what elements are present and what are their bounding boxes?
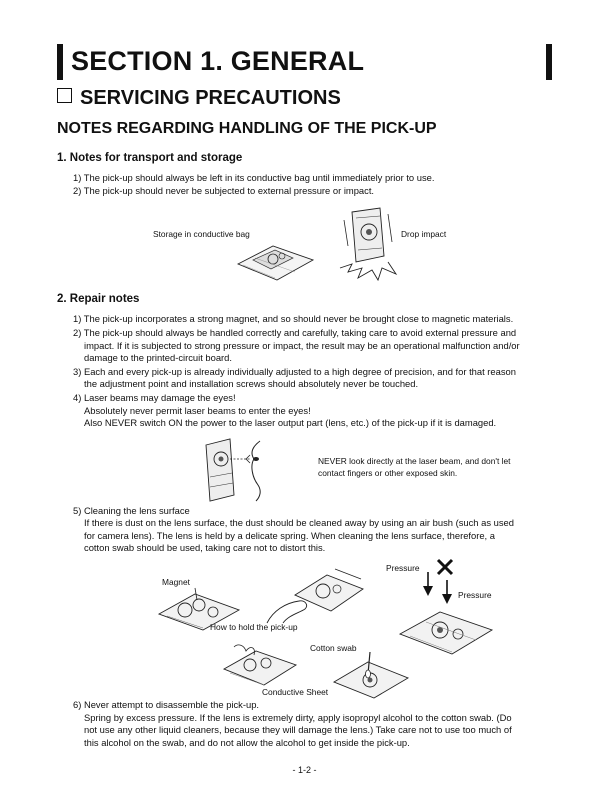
subsection-title: [57, 86, 341, 110]
pressure-pickup-illustration: [396, 604, 496, 659]
pressure-label-top: Pressure: [386, 563, 420, 573]
repair-item-6-line-2: Spring by excess pressure. If the lens is extremely dirty, apply isopropyl alcohol to the cotton swab. (Do: [84, 712, 512, 723]
repair-item-3-line-1: 3) Each and every pick-up is already individually adjusted to a high degree of precision, and for that reason: [73, 366, 516, 377]
conductive-sheet-illustration: [220, 643, 300, 691]
repair-item-5-line-3: for camera lens). The lens is held by a delicate spring. When cleaning the lens surface, therefore, a: [84, 530, 495, 541]
pressure-arrows: [420, 556, 460, 604]
storage-bag-illustration: [235, 238, 315, 283]
repair-item-2-line-2: impact. If it is subjected to strong pressure or impact, the result may be an operational malfunction and/or: [84, 340, 520, 351]
repair-item-4-line-1: 4) Laser beams may damage the eyes!: [73, 392, 236, 403]
repair-item-2-line-3: damage to the printed-circuit board.: [84, 352, 232, 363]
repair-item-5-line-1: 5) Cleaning the lens surface: [73, 505, 190, 516]
repair-item-5-line-4: cotton swab should be used, taking care not to distort this.: [84, 542, 326, 553]
pressure-label-right: Pressure: [458, 590, 492, 600]
repair-item-4-line-3: Also NEVER switch ON the power to the laser output part (lens, etc.) of the pick-up if it is damaged.: [84, 417, 497, 428]
subsection-title-text: SERVICING PRECAUTIONS: [80, 87, 341, 109]
storage-label: Storage in conductive bag: [153, 229, 250, 239]
repair-item-2-line-1: 2) The pick-up should always be handled correctly and carefully, taking care to avoid external pressure and: [73, 327, 517, 338]
page-heading: NOTES REGARDING HANDLING OF THE PICK-UP: [57, 120, 437, 137]
repair-item-3-line-2: the adjustment point and installation screws should absolutely never be touched.: [84, 378, 419, 389]
section-title: SECTION 1. GENERAL: [71, 46, 365, 76]
drop-impact-label: Drop impact: [401, 229, 447, 239]
repair-item-5-line-2: If there is dust on the lens surface, the dust should be cleaned away by using an air bush (such as used: [84, 517, 514, 528]
conductive-sheet-label: Conductive Sheet: [262, 687, 329, 697]
transport-heading: 1. Notes for transport and storage: [57, 152, 243, 164]
repair-item-6-line-4: this alcohol on the swab, and do not allow the alcohol to get inside the pick-up.: [84, 737, 410, 748]
cotton-swab-illustration: [330, 652, 410, 702]
laser-note-line-1: NEVER look directly at the laser beam, and don't let: [318, 456, 511, 466]
repair-item-1: 1) The pick-up incorporates a strong magnet, and so should never be brought close to magnetic materials.: [73, 313, 514, 324]
hold-pickup-illustration: [265, 567, 365, 625]
magnet-label: Magnet: [162, 577, 190, 587]
transport-item-1: 1) The pick-up should always be left in its conductive bag until immediately prior to use.: [73, 172, 435, 183]
laser-note-line-2: contact fingers or other exposed skin.: [318, 468, 458, 478]
repair-item-6-line-1: 6) Never attempt to disassemble the pick-up.: [73, 699, 260, 710]
page-number: - 1-2 -: [292, 765, 317, 775]
how-to-hold-label: How to hold the pick-up: [210, 622, 298, 632]
drop-impact-illustration: [338, 206, 400, 284]
laser-eye-illustration: [200, 437, 272, 503]
repair-heading: 2. Repair notes: [57, 293, 140, 305]
repair-item-4-line-2: Absolutely never permit laser beams to enter the eyes!: [84, 405, 311, 416]
repair-item-6-line-3: not use any other liquid cleaners, because they will damage the lens.) Take care not to use too much of: [84, 724, 512, 735]
cotton-swab-label: Cotton swab: [310, 643, 357, 653]
checkbox-square-icon: [57, 88, 72, 103]
transport-item-2: 2) The pick-up should never be subjected to external pressure or impact.: [73, 185, 375, 196]
